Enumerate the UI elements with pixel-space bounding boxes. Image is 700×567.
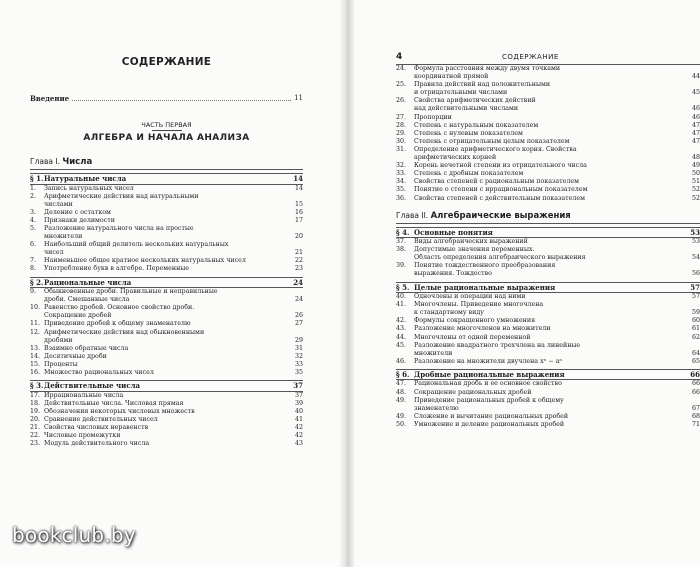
toc-entry-page: 42 (294, 432, 303, 440)
toc-entry-number: § 5. (396, 282, 410, 292)
toc-entry-text: Запись натуральных чисел (44, 184, 134, 192)
toc-entry-page: 66 (691, 380, 700, 388)
toc-entry-text: Действительные числа. Числовая прямая (44, 399, 184, 407)
toc-entry-text: к стандартному виду (414, 309, 484, 317)
toc-entry-text: Деление с остатком (44, 208, 111, 216)
toc-entry-page: 16 (294, 208, 303, 216)
toc-entry (396, 73, 700, 81)
toc-entry-text: Равенство дробей. Основное свойство дроби. (44, 304, 195, 312)
toc-entry-page: 42 (294, 423, 303, 431)
toc-entry-text: Приведение рациональных дробей к общему (414, 396, 564, 404)
toc-entry-number: 20. (30, 415, 41, 423)
toc-entry-page: 35 (294, 368, 303, 376)
toc-entry-number: 32. (396, 162, 407, 170)
toc-entry-number: § 3. (30, 381, 44, 391)
toc-entry-text: числами (44, 200, 73, 208)
toc-entry-text: Наименьшее общее кратное нескольких натуральных чисел (44, 257, 246, 265)
toc-entry-page: 71 (691, 420, 700, 428)
toc-entry (30, 193, 303, 201)
toc-entry (396, 413, 700, 421)
toc-entry-text: Свойства степеней с действительным показателем (414, 194, 585, 202)
intro-entry (30, 94, 303, 103)
toc-entry-text: Множество рациональных чисел (44, 368, 154, 376)
toc-entry-text: арифметических корней (414, 154, 497, 162)
toc-entry (30, 424, 303, 432)
toc-entry-text: Десятичные дроби (44, 352, 107, 360)
toc-entry-text: Многочлены от одной переменной (414, 333, 531, 341)
toc-entry (30, 361, 303, 369)
toc-entry-page: 57 (691, 293, 700, 301)
toc-entry-text: Действительные числа (44, 381, 141, 391)
toc-entry (30, 209, 303, 217)
toc-entry-page: 50 (691, 170, 700, 178)
toc-entry-number: 30. (396, 137, 407, 145)
toc-entry-text: Одночлены и операции над ними (414, 293, 526, 301)
toc-entry-text: Виды алгебраических выражений (414, 238, 528, 246)
toc-entry-number: 29. (396, 129, 407, 137)
toc-entry-number: 18. (30, 399, 41, 407)
toc-entry-page: 62 (691, 333, 700, 341)
toc-entry-page: 31 (294, 344, 303, 352)
toc-entry (396, 405, 700, 413)
toc-entry (396, 81, 700, 89)
toc-entry-number: 26. (396, 97, 407, 105)
toc-entry-number: § 1. (30, 174, 44, 183)
toc-entry-text: Степень с нулевым показателем (414, 129, 523, 137)
toc-entry-text: координатной прямой (414, 73, 489, 81)
toc-entry-number: 42. (396, 317, 407, 325)
toc-entry (396, 293, 700, 301)
toc-entry (30, 304, 303, 312)
toc-section-heading (396, 227, 700, 239)
toc-entry-page: 64 (691, 349, 700, 357)
toc-entry-text: Обыкновенные дроби. Правильные и неправильные (44, 288, 218, 296)
toc-entry (396, 350, 700, 358)
toc-entry (30, 320, 303, 328)
toc-entry (30, 432, 303, 440)
toc-entry-page: 47 (691, 137, 700, 145)
toc-entry-text: Разложение квадратного трехчлена на линейные (414, 341, 581, 349)
toc-entry (396, 254, 700, 262)
toc-entry-page: 68 (691, 412, 700, 420)
toc-entry-text: Сравнение действительных чисел (44, 415, 158, 423)
toc-entry-page: 26 (294, 312, 303, 320)
toc-entry (396, 270, 700, 278)
toc-entry (396, 65, 700, 73)
toc-entry-number: 12. (30, 328, 41, 336)
toc-entry-number: 40. (396, 293, 407, 301)
dot-leader (72, 94, 291, 101)
toc-entry-number: 13. (30, 344, 41, 352)
toc-entry (30, 233, 303, 241)
part-divider (152, 130, 182, 131)
toc-entry-text: Рациональная дробь и ее основное свойство (414, 380, 562, 388)
toc-entry-page: 29 (294, 336, 303, 344)
toc-entry-page: 61 (691, 325, 700, 333)
toc-entry-number: 25. (396, 81, 407, 89)
toc-entry (396, 317, 700, 325)
toc-entry-number: 36. (396, 194, 407, 202)
toc-entry (30, 225, 303, 233)
toc-entry-text: Допустимые значения переменных. (414, 246, 535, 254)
toc-entry-number: 8. (30, 265, 37, 273)
toc-entry-page: 57 (690, 282, 700, 292)
toc-entry (396, 262, 700, 270)
toc-entry-page: 47 (691, 129, 700, 137)
toc-entry-number: 49. (396, 412, 407, 420)
toc-entry-text: Свойства числовых неравенств (44, 423, 149, 431)
toc-entry (30, 400, 303, 408)
toc-entry-text: Разложение на множители двучлена xⁿ − aⁿ (414, 357, 563, 365)
toc-entry (30, 217, 303, 225)
toc-entry-number: 48. (396, 388, 407, 396)
toc-entry-page: 49 (691, 162, 700, 170)
toc-entry-number: 5. (30, 224, 37, 232)
toc-entry-text: множители (44, 233, 83, 241)
part-title: АЛГЕБРА И НАЧАЛА АНАЛИЗА (83, 133, 250, 143)
toc-entry-page: 14 (293, 174, 303, 183)
toc-entry (396, 146, 700, 154)
toc-entry (30, 265, 303, 273)
toc-entry-text: Обозначения некоторых числовых множеств (44, 407, 195, 415)
toc-entry-text: Основные понятия (414, 227, 493, 237)
chapter-title: Числа (62, 157, 93, 167)
toc-entry-number: 2. (30, 192, 37, 200)
toc-entry-text: Рациональные числа (44, 277, 132, 287)
toc-entry-text: Понятие о степени с иррациональным показателем (414, 186, 588, 194)
toc-entry-text: Наибольший общий делитель нескольких натуральных (44, 241, 229, 249)
toc-entry-number: 6. (30, 241, 37, 249)
intro-text: Введение (30, 94, 70, 103)
toc-entry-number: 24. (396, 65, 407, 72)
toc-section-heading (396, 369, 700, 381)
toc-entry-number: 31. (396, 145, 407, 153)
toc-entry-page: 53 (691, 238, 700, 246)
toc-entry-number: 34. (396, 178, 407, 186)
toc-entry (30, 288, 303, 296)
toc-entry-number: 39. (396, 262, 407, 270)
toc-entry-number: 9. (30, 288, 37, 296)
toc-entry-text: Разложение многочленов на множители (414, 325, 551, 333)
toc-entry-text: Правила действий над положительными (414, 81, 551, 89)
toc-entry-text: Сокращение рациональных дробей (414, 388, 532, 396)
toc-entry (30, 345, 303, 353)
toc-entry (396, 238, 700, 246)
toc-entry-number: 14. (30, 352, 41, 360)
toc-entry-text: Употребление букв в алгебре. Переменные (44, 265, 190, 273)
toc-entry-text: Степень с отрицательным целым показателем (414, 137, 570, 145)
book-gutter (340, 0, 354, 567)
toc-entry-number: 21. (30, 423, 41, 431)
toc-entry (396, 154, 700, 162)
toc-entry-page: 40 (294, 407, 303, 415)
toc-list (30, 173, 303, 448)
toc-entry-page: 53 (690, 227, 700, 237)
toc-entry (396, 114, 700, 122)
toc-entry (396, 130, 700, 138)
toc-entry-text: Корень нечетной степени из отрицательного числа (414, 162, 587, 170)
toc-entry-text: Арифметические действия над натуральными (44, 192, 199, 200)
toc-entry (30, 408, 303, 416)
toc-entry-page: 14 (294, 184, 303, 192)
toc-entry-page: 33 (294, 360, 303, 368)
chapter-heading (396, 211, 700, 224)
toc-entry-page: 21 (294, 249, 303, 257)
toc-entry (396, 178, 700, 186)
toc-entry-text: дробями (44, 336, 73, 344)
toc-entry (30, 369, 303, 377)
toc-entry-text: Степень с натуральным показателем (414, 121, 539, 129)
toc-entry (396, 246, 700, 254)
toc-entry (30, 440, 303, 448)
watermark: bookclub.by (12, 523, 136, 547)
toc-entry (396, 105, 700, 113)
toc-entry-page: 54 (691, 254, 700, 262)
toc-entry (396, 97, 700, 105)
toc-entry-text: Свойства степеней с рациональным показателем (414, 178, 579, 186)
toc-entry-text: выражения. Тождество (414, 270, 492, 278)
toc-entry-text: Пропорции (414, 113, 452, 121)
toc-entry (396, 397, 700, 405)
toc-entry-text: дроби. Смешанные числа (44, 296, 130, 304)
toc-entry (30, 337, 303, 345)
toc-entry-number: § 4. (396, 227, 410, 237)
toc-entry-number: 4. (30, 216, 37, 224)
toc-entry (30, 296, 303, 304)
toc-entry-number: 22. (30, 432, 41, 440)
toc-entry-number: 37. (396, 238, 407, 246)
toc-entry (396, 334, 700, 342)
toc-entry-text: и отрицательными числами (414, 89, 508, 97)
toc-entry-text: чисел (44, 249, 64, 257)
part-label: ЧАСТЬ ПЕРВАЯ (141, 121, 192, 129)
toc-entry-text: Область определения алгебраического выражения (414, 254, 586, 262)
toc-entry-page: 45 (691, 89, 700, 97)
toc-entry-page: 27 (294, 320, 303, 328)
toc-entry-number: 7. (30, 257, 37, 265)
toc-entry (396, 186, 700, 194)
toc-entry-page: 52 (691, 186, 700, 194)
toc-entry (396, 162, 700, 170)
toc-entry-number: 45. (396, 341, 407, 349)
toc-list (396, 65, 700, 203)
toc-entry-text: Арифметические действия над обыкновенными (44, 328, 205, 336)
toc-entry-number: 43. (396, 325, 407, 333)
toc-entry-page: 39 (294, 399, 303, 407)
toc-entry (396, 389, 700, 397)
toc-entry-number: 17. (30, 391, 41, 399)
toc-entry-text: Сложение и вычитание рациональных дробей (414, 412, 569, 420)
toc-entry-number: 15. (30, 360, 41, 368)
toc-entry-page: 20 (294, 233, 303, 241)
toc-entry (396, 170, 700, 178)
toc-entry-page: 60 (691, 317, 700, 325)
toc-entry-page: 44 (691, 73, 700, 81)
toc-entry-text: Разложение натурального числа на простые (44, 224, 194, 232)
toc-entry (396, 421, 700, 429)
toc-entry-page: 46 (691, 113, 700, 121)
chapter-title: Алгебраические выражения (430, 210, 571, 221)
toc-entry-text: Определение арифметического корня. Свойства (414, 145, 577, 153)
toc-entry-text: Целые рациональные выражения (414, 282, 556, 292)
toc-section-heading (396, 282, 700, 294)
toc-entry-text: Приведение дробей к общему знаменателю (44, 320, 191, 328)
toc-entry-text: Многочлены. Приведение многочлена (414, 301, 544, 309)
toc-entry-page: 37 (294, 391, 303, 399)
toc-entry (396, 301, 700, 309)
toc-entry (30, 201, 303, 209)
toc-entry (396, 342, 700, 350)
toc-entry-page: 17 (294, 216, 303, 224)
toc-entry-number: 44. (396, 333, 407, 341)
toc-entry-text: знаменателю (414, 404, 459, 412)
toc-entry (30, 249, 303, 257)
toc-entry-page: 32 (294, 352, 303, 360)
toc-entry-text: множители (414, 349, 453, 357)
toc-entry-page: 51 (691, 178, 700, 186)
toc-section-heading (30, 380, 303, 392)
toc-entry-number: § 6. (396, 369, 410, 379)
running-title: СОДЕРЖАНИЕ (502, 53, 559, 61)
toc-entry (396, 358, 700, 366)
toc-entry-page: 37 (293, 381, 303, 391)
toc-entry-number: 19. (30, 407, 41, 415)
page-number: 4 (396, 52, 403, 62)
toc-entry-page: 65 (691, 357, 700, 365)
toc-entry-number: 28. (396, 121, 407, 129)
running-header (396, 52, 700, 65)
toc-entry-text: над действительными числами (414, 105, 519, 113)
toc-entry-text: Иррациональные числа (44, 391, 124, 399)
toc-entry-text: Числовые промежутки (44, 432, 121, 440)
toc-entry (30, 312, 303, 320)
toc-entry-page: 46 (691, 105, 700, 113)
toc-entry (30, 241, 303, 249)
toc-entry-text: Дробные рациональные выражения (414, 369, 565, 379)
left-page (0, 0, 340, 567)
toc-entry-number: 49. (396, 396, 407, 404)
chapter-heading (30, 157, 303, 170)
toc-entry-page: 59 (691, 309, 700, 317)
toc-entry-number: 11. (30, 320, 41, 328)
toc-entry-text: Модуль действительного числа (44, 440, 150, 448)
toc-entry-number: 3. (30, 208, 37, 216)
toc-entry-number: § 2. (30, 277, 44, 287)
toc-entry-text: Умножение и деление рациональных дробей (414, 420, 565, 428)
toc-entry-number: 10. (30, 304, 41, 312)
toc-section-heading (30, 277, 303, 289)
toc-entry-number: 1. (30, 184, 37, 192)
toc-entry-page: 56 (691, 270, 700, 278)
toc-entry-page: 24 (294, 296, 303, 304)
toc-entry-page: 43 (294, 440, 303, 448)
toc-entry (396, 380, 700, 388)
toc-entry-page: 66 (691, 388, 700, 396)
chapter-label: Глава II. (396, 210, 429, 220)
toc-entry-page: 47 (691, 121, 700, 129)
toc-entry-number: 27. (396, 113, 407, 121)
toc-entry-page: 24 (293, 277, 303, 287)
toc-list (396, 227, 700, 429)
toc-entry (396, 89, 700, 97)
toc-section-heading (30, 173, 303, 185)
right-page (354, 0, 700, 567)
contents-title: СОДЕРЖАНИЕ (121, 56, 212, 68)
toc-entry-text: Натуральные числа (44, 174, 127, 183)
toc-entry (396, 325, 700, 333)
toc-entry-text: Степень с дробным показателем (414, 170, 524, 178)
toc-entry (30, 329, 303, 337)
toc-entry-text: Сокращение дробей (44, 312, 112, 320)
toc-entry-text: Проценты (44, 360, 78, 368)
toc-entry-text: Формула расстояния между двумя точками (414, 65, 561, 72)
toc-entry (30, 353, 303, 361)
toc-entry-text: Признаки делимости (44, 216, 115, 224)
toc-entry-text: Понятие тождественного преобразования (414, 262, 556, 270)
toc-entry-number: 47. (396, 380, 407, 388)
toc-entry-number: 41. (396, 301, 407, 309)
toc-entry (396, 122, 700, 130)
toc-entry-text: Свойства арифметических действий (414, 97, 536, 105)
toc-entry-number: 50. (396, 420, 407, 428)
toc-entry-page: 22 (294, 257, 303, 265)
chapter-label: Глава I. (30, 157, 60, 166)
toc-entry-page: 41 (294, 415, 303, 423)
toc-entry-text: Взаимно обратные числа (44, 344, 129, 352)
toc-entry-text: Формулы сокращенного умножения (414, 317, 536, 325)
toc-entry-page: 23 (294, 265, 303, 273)
toc-entry-page: 48 (691, 154, 700, 162)
toc-entry (30, 257, 303, 265)
toc-entry (396, 195, 700, 203)
toc-entry (30, 185, 303, 193)
toc-entry-number: 23. (30, 440, 41, 448)
intro-page: 11 (294, 94, 303, 102)
toc-entry-number: 46. (396, 357, 407, 365)
toc-entry (30, 416, 303, 424)
toc-entry-page: 15 (294, 200, 303, 208)
toc-entry-page: 52 (691, 194, 700, 202)
toc-entry-number: 16. (30, 368, 41, 376)
toc-entry-number: 33. (396, 170, 407, 178)
toc-entry-number: 35. (396, 186, 407, 194)
toc-entry-number: 38. (396, 246, 407, 254)
toc-entry-page: 66 (690, 369, 700, 379)
toc-entry (396, 138, 700, 146)
toc-entry (30, 392, 303, 400)
toc-entry (396, 309, 700, 317)
toc-entry-page: 67 (691, 404, 700, 412)
